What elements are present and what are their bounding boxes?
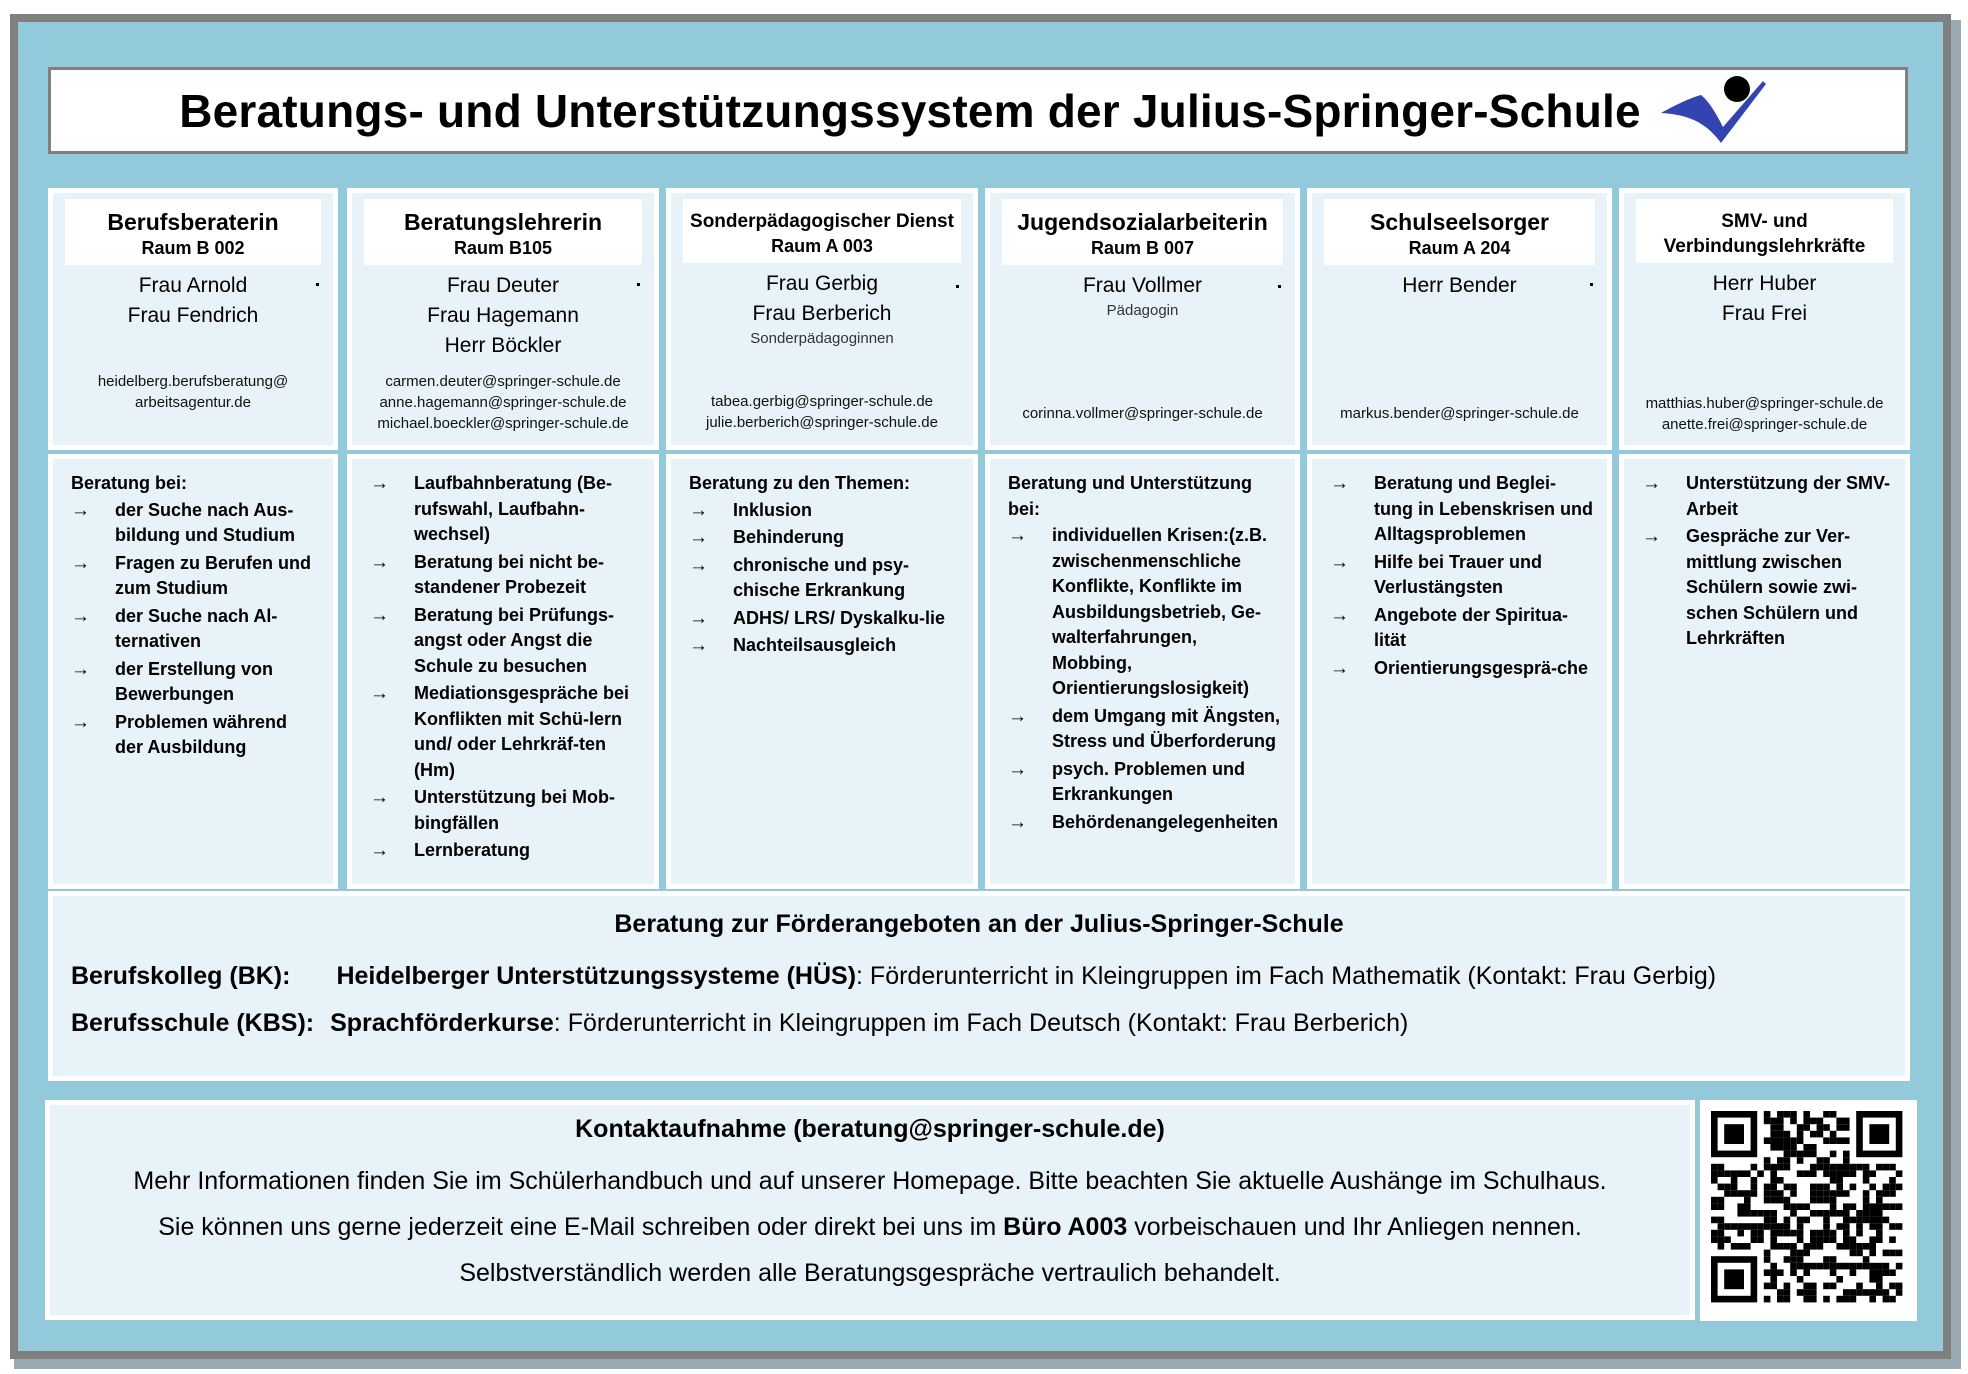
arrow-right-icon: →	[689, 499, 708, 521]
email-link[interactable]: tabea.gerbig@springer-schule.de	[710, 393, 934, 410]
role-box	[1324, 199, 1595, 265]
service-card-topics	[1619, 454, 1910, 889]
staff-name: Herr Bender	[1402, 274, 1517, 297]
topic-item	[370, 838, 640, 864]
role-box	[1636, 199, 1893, 263]
role-title: Berufsberaterin	[107, 209, 279, 235]
topic-text: Lernberatung	[414, 840, 531, 860]
topic-text: Inklusion	[733, 499, 813, 520]
arrow-right-icon: →	[1330, 604, 1349, 626]
topics-intro: Beratung und Unterstützung bei:	[1008, 473, 1252, 519]
foerder-row-label: Berufskolleg (BK):	[71, 962, 291, 990]
topic-text: Gespräche zur Ver-mittlung zwischen Schülern sowie zwi-schen Schülern und Lehrkräften	[1686, 526, 1859, 648]
staff-name: Frau Gerbig	[765, 272, 879, 295]
foerder-section	[48, 891, 1910, 1081]
bullet-dot	[956, 285, 959, 288]
email-link[interactable]: michael.boeckler@springer-schule.de	[377, 415, 629, 432]
service-card-header	[1307, 188, 1612, 450]
staff-name: Frau Fendrich	[127, 304, 259, 327]
topic-text: Beratung und Beglei-tung in Lebenskrisen und Alltagsproblemen	[1374, 473, 1594, 544]
email-list	[53, 371, 333, 413]
staff-name: Herr Böckler	[444, 334, 562, 357]
topic-item	[71, 604, 319, 655]
office-room: Büro A003	[1003, 1213, 1128, 1241]
bullet-dot	[1278, 285, 1281, 288]
topic-item	[689, 606, 959, 632]
email-list	[352, 371, 654, 434]
title-banner	[48, 67, 1908, 154]
email-list	[1624, 393, 1905, 435]
arrow-right-icon: →	[1642, 526, 1661, 547]
room-number: Raum B105	[453, 238, 553, 258]
arrow-right-icon: →	[370, 551, 389, 573]
contact-line-2-text: Sie können uns gerne jederzeit eine E-Mail schreiben oder direkt bei uns im	[158, 1213, 1004, 1241]
topic-text: Beratung bei Prüfungs-angst oder Angst die Schule zu besuchen	[414, 604, 615, 676]
arrow-right-icon: →	[1008, 811, 1027, 833]
arrow-right-icon: →	[1008, 705, 1027, 727]
contact-line-3: Selbstverständlich werden alle Beratungsgespräche vertraulich behandelt.	[459, 1259, 1281, 1287]
staff-name: Frau Berberich	[752, 302, 892, 325]
topic-item	[370, 471, 640, 548]
topic-item	[1330, 471, 1593, 548]
arrow-right-icon: →	[370, 787, 389, 808]
service-card-header	[985, 188, 1300, 450]
contact-title: Kontaktaufnahme (beratung@springer-schule.de)	[575, 1115, 1165, 1143]
service-card-header	[666, 188, 978, 450]
arrow-right-icon: →	[71, 552, 90, 574]
topic-text: Nachteilsausgleich	[733, 635, 897, 655]
topic-item	[370, 603, 640, 680]
arrow-right-icon: →	[370, 683, 389, 704]
topic-text: der Suche nach Aus-bildung und Studium	[115, 499, 295, 545]
page-title: Beratungs- und Unterstützungssystem der Julius-Springer-Schule	[179, 84, 1641, 137]
topic-item	[71, 657, 319, 708]
staff-name: Frau Frei	[1721, 302, 1808, 325]
service-card-header	[48, 188, 338, 450]
topic-item	[689, 525, 959, 551]
arrow-right-icon: →	[71, 499, 90, 521]
foerder-row-bk	[71, 962, 1716, 991]
staff-name: Herr Huber	[1712, 272, 1817, 295]
service-card-topics	[347, 454, 659, 889]
topic-text: Behördenangelegenheiten	[1052, 811, 1279, 832]
room-number: Raum B 002	[141, 238, 245, 258]
room-number: Raum A 003	[771, 236, 873, 256]
email-link[interactable]: heidelberg.berufsberatung@	[97, 373, 289, 390]
topic-item	[1642, 471, 1891, 522]
topic-item	[1330, 550, 1593, 601]
topic-item	[1008, 810, 1281, 836]
topic-text: dem Umgang mit Ängsten, Stress und Überforderung	[1052, 705, 1281, 751]
topic-text: Orientierungsgesprä-che	[1374, 657, 1589, 678]
email-list	[990, 403, 1295, 424]
checkmark-person-logo-icon	[1659, 75, 1777, 147]
arrow-right-icon: →	[370, 840, 389, 861]
staff-name: Frau Vollmer	[1082, 274, 1203, 297]
topic-item	[370, 550, 640, 601]
arrow-right-icon: →	[1642, 473, 1661, 494]
topic-text: Problemen während der Ausbildung	[115, 711, 288, 757]
staff-subtitle: Sonderpädagoginnen	[750, 330, 894, 347]
topic-text: ADHS/ LRS/ Dyskalku-lie	[733, 607, 946, 628]
arrow-right-icon: →	[689, 527, 708, 548]
role-title: SMV- und Verbindungslehrkräfte	[1663, 211, 1866, 257]
arrow-right-icon: →	[1330, 657, 1349, 679]
role-box	[1002, 199, 1283, 265]
email-list	[1312, 403, 1607, 424]
topic-text: der Suche nach Al-ternativen	[115, 605, 278, 651]
role-box	[65, 199, 321, 265]
arrow-right-icon: →	[1008, 758, 1027, 780]
bullet-dot	[316, 283, 319, 286]
topic-item	[1008, 523, 1281, 702]
topic-item	[370, 785, 640, 836]
service-card-topics	[48, 454, 338, 889]
topic-text: Angebote der Spiritua-lität	[1374, 604, 1569, 650]
staff-names	[990, 271, 1295, 301]
foerder-title: Beratung zur Förderangeboten an der Julius-Springer-Schule	[614, 910, 1344, 938]
topic-item	[71, 710, 319, 761]
email-link[interactable]: carmen.deuter@springer-schule.de	[385, 373, 621, 390]
topic-item	[1642, 524, 1891, 652]
staff-names	[352, 271, 654, 361]
staff-name: Frau Deuter	[446, 274, 560, 297]
email-link[interactable]: markus.bender@springer-schule.de	[1340, 405, 1579, 422]
topic-text: Unterstützung der SMV-Arbeit	[1686, 473, 1891, 519]
arrow-right-icon: →	[1330, 551, 1349, 573]
staff-names	[53, 271, 333, 331]
arrow-right-icon: →	[689, 635, 708, 656]
staff-names	[1624, 269, 1905, 329]
topic-text: Unterstützung bei Mob-bingfällen	[414, 787, 615, 833]
topic-text: chronische und psy-chische Erkrankung	[733, 554, 910, 600]
staff-names	[1312, 271, 1607, 301]
email-link[interactable]: anne.hagemann@springer-schule.de	[379, 394, 627, 411]
role-title: Sonderpädagogischer Dienst	[690, 211, 954, 232]
arrow-right-icon: →	[370, 604, 389, 626]
email-link[interactable]: anette.frei@springer-schule.de	[1661, 416, 1868, 433]
bullet-dot	[1590, 283, 1593, 286]
topic-item	[370, 681, 640, 783]
topic-text: Fragen zu Berufen und zum Studium	[115, 552, 312, 598]
role-title: Schulseelsorger	[1370, 209, 1549, 235]
qr-code-graphic	[1700, 1100, 1917, 1321]
topic-text: Beratung bei nicht be-standener Probezeit	[414, 551, 605, 597]
role-title: Jugendsozialarbeiterin	[1017, 209, 1268, 235]
topic-item	[71, 551, 319, 602]
foerder-row-label: Berufsschule (KBS):	[71, 1009, 315, 1037]
email-link[interactable]: arbeitsagentur.de	[135, 394, 251, 411]
arrow-right-icon: →	[71, 711, 90, 733]
foerder-row-program: Heidelberger Unterstützungssysteme (HÜS)	[336, 962, 857, 990]
role-box	[683, 199, 961, 263]
staff-name: Frau Hagemann	[427, 304, 579, 327]
email-list	[671, 391, 973, 433]
arrow-right-icon: →	[1008, 525, 1027, 546]
service-card-topics	[1307, 454, 1612, 889]
topic-text: psych. Problemen und Erkrankungen	[1052, 758, 1246, 804]
topic-item	[689, 633, 959, 659]
contact-section	[45, 1100, 1695, 1320]
room-number: Raum A 204	[1408, 238, 1511, 258]
topics-intro: Beratung zu den Themen:	[689, 473, 911, 493]
arrow-right-icon: →	[1330, 473, 1349, 494]
arrow-right-icon: →	[71, 605, 90, 627]
topics-intro: Beratung bei:	[71, 473, 188, 493]
qr-code-icon[interactable]	[1700, 1100, 1917, 1321]
staff-names	[671, 269, 973, 329]
topic-text: der Erstellung von Bewerbungen	[115, 658, 274, 704]
topic-item	[1008, 757, 1281, 808]
service-card-header	[347, 188, 659, 450]
contact-line-1: Mehr Informationen finden Sie im Schülerhandbuch und auf unserer Homepage. Bitte beachten Sie aktuelle Aushänge im Schulhaus.	[133, 1167, 1607, 1195]
topic-item	[71, 498, 319, 549]
topic-item	[1330, 603, 1593, 654]
role-box	[364, 199, 642, 265]
role-title: Beratungslehrerin	[403, 209, 603, 235]
arrow-right-icon: →	[689, 607, 708, 629]
topic-item	[1330, 656, 1593, 682]
room-number: Raum B 007	[1090, 238, 1195, 258]
topic-item	[1008, 704, 1281, 755]
foerder-row-text: : Förderunterricht in Kleingruppen im Fach Mathematik (Kontakt: Frau Gerbig)	[856, 962, 1717, 990]
foerder-row-kbs	[71, 1009, 1408, 1038]
service-card-topics	[666, 454, 978, 889]
contact-line-2	[50, 1204, 1690, 1250]
email-link[interactable]: julie.berberich@springer-schule.de	[705, 414, 938, 431]
foerder-row-program: Sprachförderkurse	[330, 1009, 554, 1037]
service-card-topics	[985, 454, 1300, 889]
topic-text: individuellen Krisen:(z.B. zwischenmenschliche Konflikte, Konflikte im Ausbildungsbetrieb, Ge-walterfahrungen, Mobbing, Orientierungslosigkeit)	[1052, 525, 1268, 698]
topic-item	[689, 553, 959, 604]
bullet-dot	[637, 283, 640, 286]
arrow-right-icon: →	[71, 658, 90, 680]
service-card-header	[1619, 188, 1910, 450]
topic-text: Behinderung	[733, 527, 844, 547]
contact-line-2-tail: vorbeischauen und Ihr Anliegen nennen.	[1127, 1213, 1582, 1241]
staff-name: Frau Arnold	[138, 274, 248, 297]
email-link[interactable]: matthias.huber@springer-schule.de	[1645, 395, 1884, 412]
topic-text: Hilfe bei Trauer und Verlustängsten	[1374, 551, 1543, 597]
arrow-right-icon: →	[370, 473, 389, 494]
email-link[interactable]: corinna.vollmer@springer-schule.de	[1022, 405, 1263, 422]
topic-text: Mediationsgespräche bei Konflikten mit Schü-lern und/ oder Lehrkräf-ten (Hm)	[414, 683, 630, 780]
topic-text: Laufbahnberatung (Be-rufswahl, Laufbahn-wechsel)	[414, 473, 612, 544]
staff-subtitle: Pädagogin	[1106, 302, 1179, 319]
topic-item	[689, 498, 959, 524]
foerder-row-text: : Förderunterricht in Kleingruppen im Fach Deutsch (Kontakt: Frau Berberich)	[553, 1009, 1409, 1037]
arrow-right-icon: →	[689, 554, 708, 576]
